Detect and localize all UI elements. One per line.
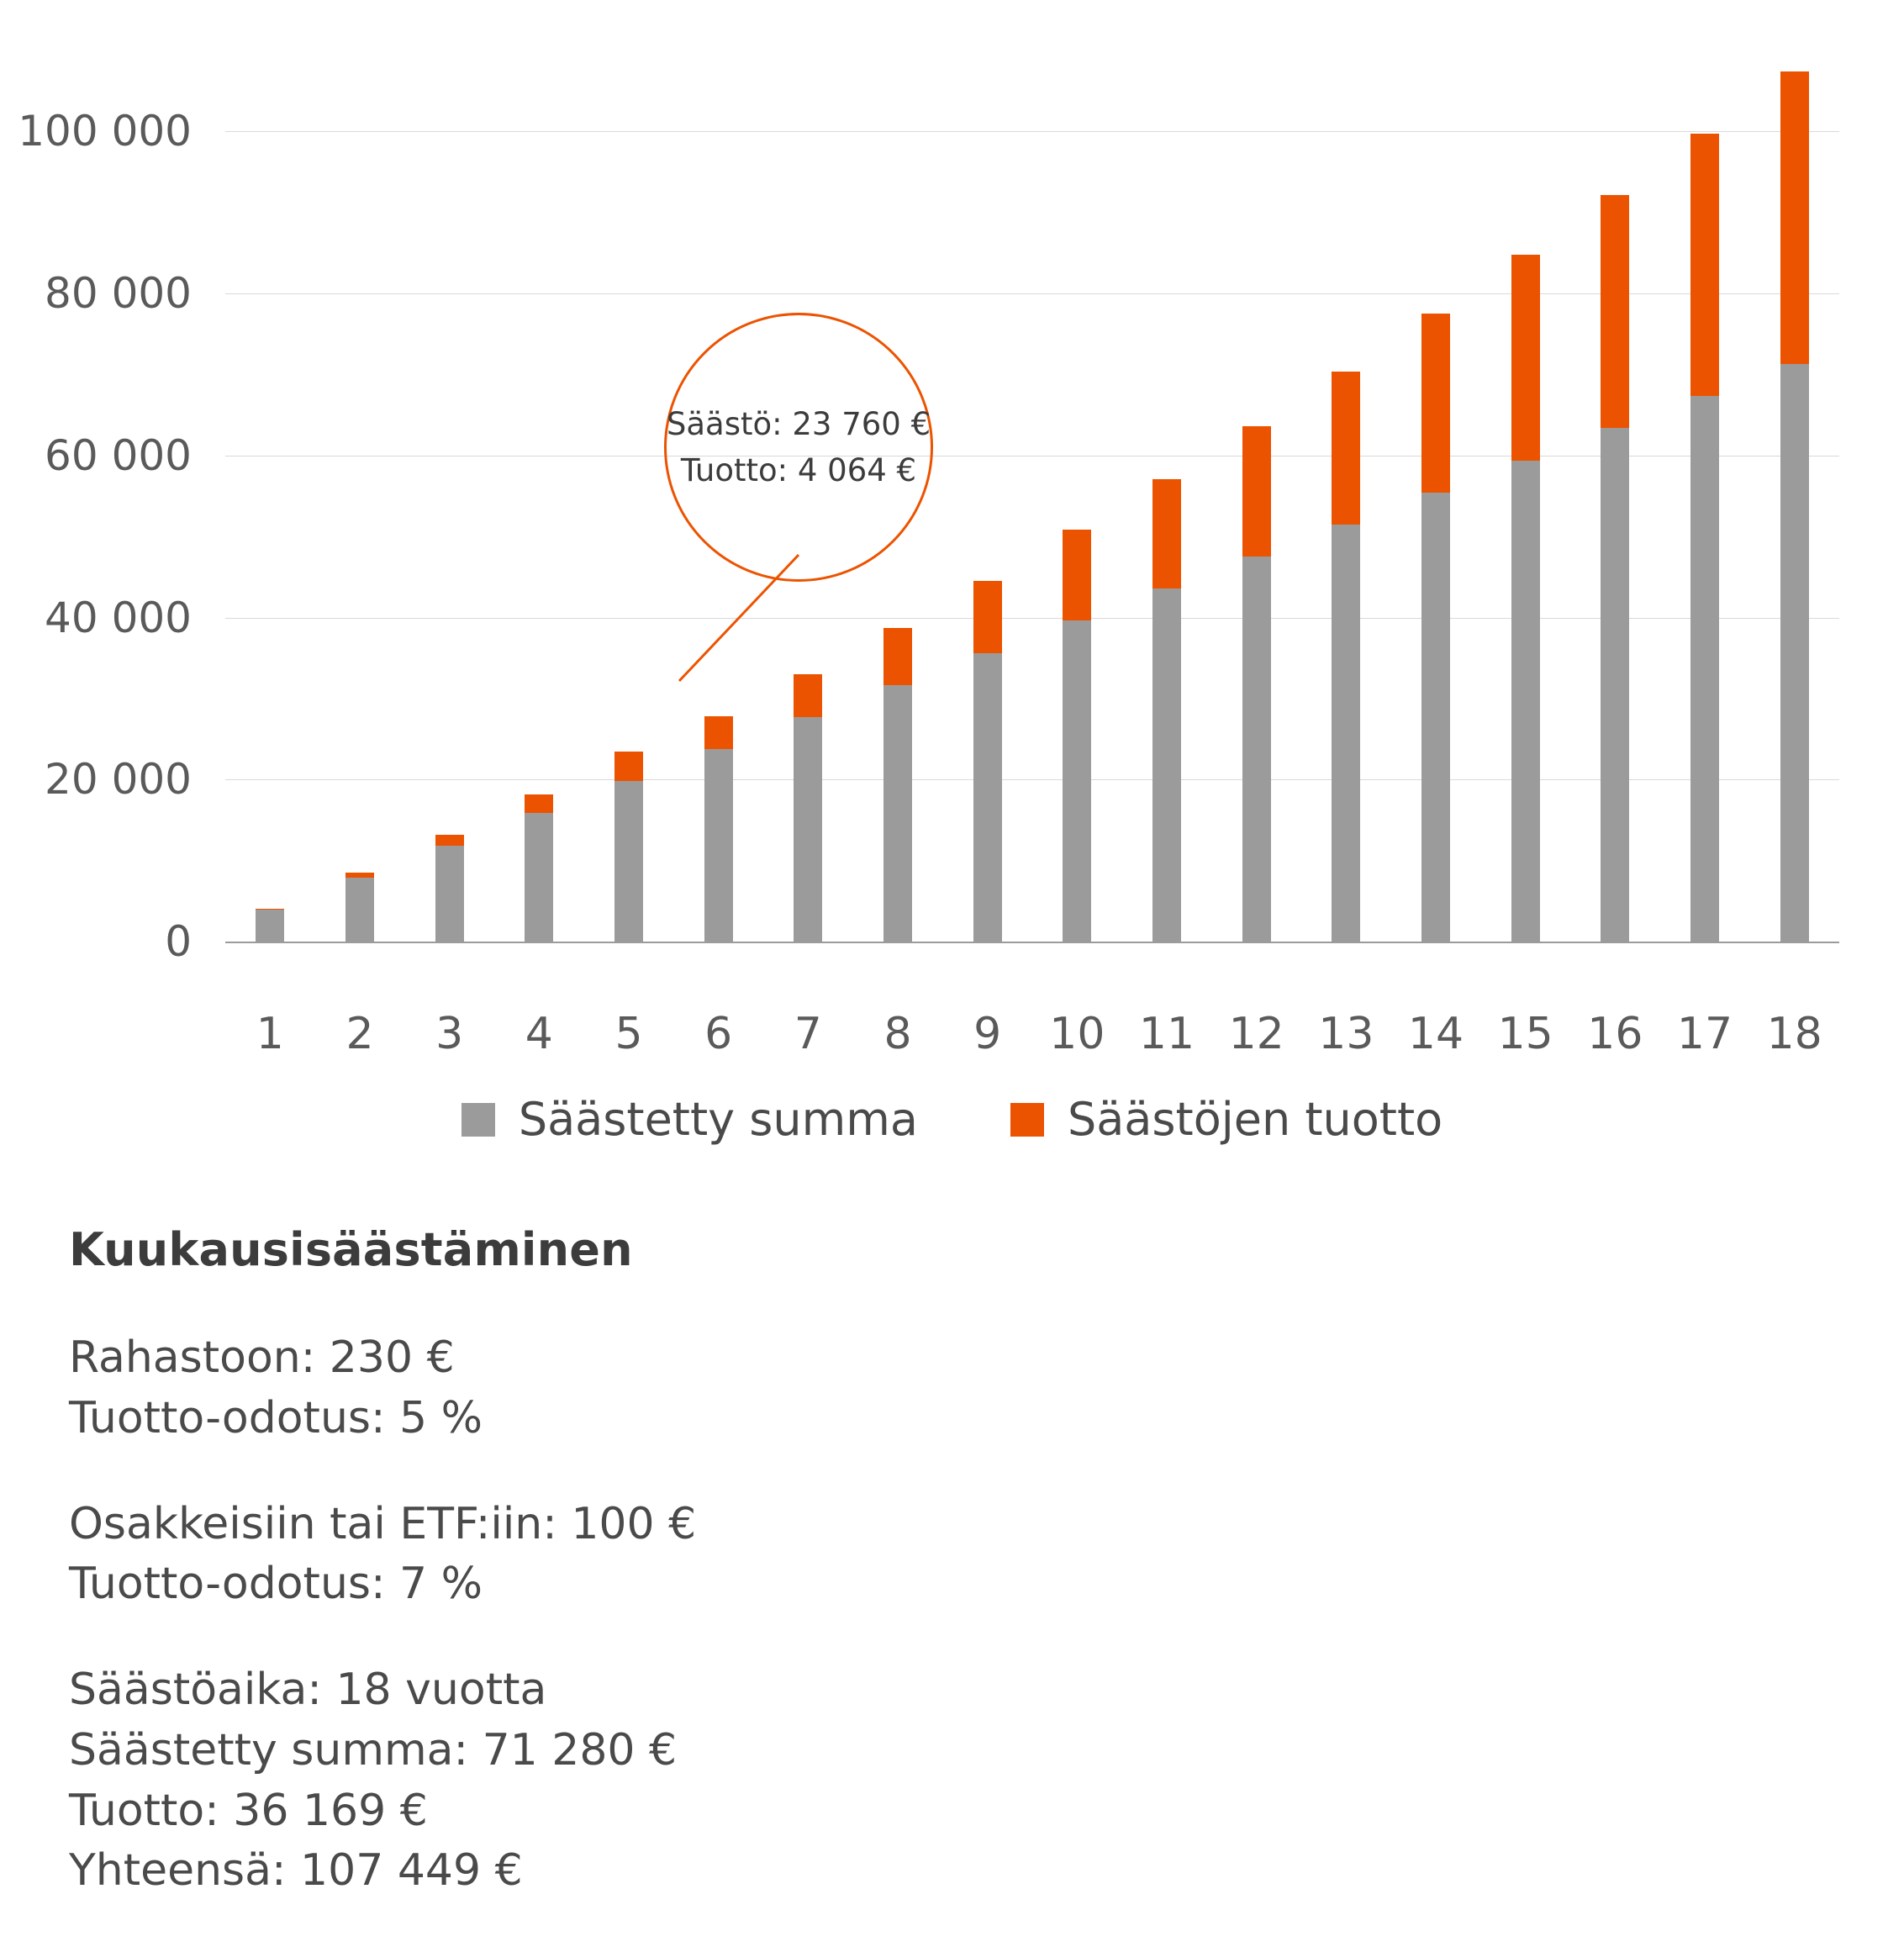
- x-axis-tick-label: 2: [345, 1009, 374, 1059]
- y-axis-tick-label: 0: [165, 917, 192, 966]
- chart-legend: [0, 1093, 1904, 1146]
- x-axis-tick-label: 6: [704, 1009, 733, 1059]
- summary-saving-period: Säästöaika: 18 vuotta: [69, 1665, 547, 1715]
- bar-segment-return: [883, 628, 912, 684]
- bar-group: [1601, 195, 1629, 942]
- x-axis-tick-label: 16: [1587, 1009, 1643, 1059]
- bar-segment-saved: [1780, 364, 1809, 942]
- legend-label-saved: Säästetty summa: [518, 1093, 918, 1146]
- bar-segment-saved: [794, 717, 822, 942]
- summary-total-return: Tuotto: 36 169 €: [69, 1785, 428, 1836]
- bar-segment-saved: [1332, 525, 1360, 942]
- bar-segment-return: [1242, 426, 1271, 557]
- x-axis-tick-label: 8: [883, 1009, 912, 1059]
- bar-group: [1332, 372, 1360, 942]
- callout-return-line: Tuotto: 4 064 €: [680, 452, 917, 488]
- bar-segment-saved: [1690, 396, 1719, 942]
- summary-group-equity: [69, 1495, 1246, 1616]
- summary-total-saved: Säästetty summa: 71 280 €: [69, 1724, 678, 1776]
- bar-group: [1421, 314, 1450, 942]
- bar-segment-saved: [1063, 620, 1091, 942]
- bar-group: [973, 581, 1002, 942]
- bar-series-container: [225, 50, 1839, 942]
- bar-group: [1242, 426, 1271, 942]
- bar-segment-saved: [345, 878, 374, 942]
- x-axis-tick-label: 18: [1766, 1009, 1822, 1059]
- summary-panel: [69, 1223, 1246, 1947]
- bar-segment-saved: [1511, 461, 1540, 942]
- x-axis-tick-label: 17: [1676, 1009, 1733, 1059]
- bar-segment-saved: [435, 846, 464, 942]
- summary-equity-amount: Osakkeisiin tai ETF:iin: 100 €: [69, 1498, 697, 1549]
- summary-heading: Kuukausisäästäminen: [69, 1223, 633, 1276]
- bar-segment-return: [525, 794, 553, 813]
- x-axis-tick-label: 10: [1049, 1009, 1105, 1059]
- bar-group: [435, 835, 464, 942]
- bar-group: [1063, 530, 1091, 942]
- bar-segment-return: [1601, 195, 1629, 429]
- x-axis-tick-label: 15: [1497, 1009, 1553, 1059]
- chart-plot-area: [18, 50, 1839, 1059]
- x-axis-tick-label: 7: [794, 1009, 822, 1059]
- bar-segment-saved: [1242, 557, 1271, 942]
- summary-equity-expected-return: Tuotto-odotus: 7 %: [69, 1559, 483, 1610]
- bar-group: [1780, 71, 1809, 942]
- bar-segment-saved: [883, 685, 912, 942]
- legend-label-return: Säästöjen tuotto: [1067, 1093, 1443, 1146]
- x-axis-tick-label: 5: [614, 1009, 643, 1059]
- bar-segment-saved: [256, 910, 284, 942]
- bar-segment-saved: [973, 653, 1002, 942]
- x-axis-tick-label: 4: [525, 1009, 553, 1059]
- summary-fund-expected-return: Tuotto-odotus: 5 %: [69, 1392, 483, 1443]
- x-axis-tick-label: 11: [1138, 1009, 1195, 1059]
- y-axis-tick-label: 40 000: [45, 593, 192, 642]
- x-axis-tick-label: 1: [256, 1009, 284, 1059]
- legend-item-return: [1010, 1093, 1443, 1146]
- y-axis-tick-label: 60 000: [45, 430, 192, 480]
- bar-segment-saved: [614, 781, 643, 942]
- bar-segment-return: [1152, 479, 1181, 588]
- bar-segment-return: [1780, 71, 1809, 365]
- bar-group: [1152, 479, 1181, 942]
- bar-segment-return: [704, 716, 733, 749]
- legend-swatch-return-icon: [1010, 1103, 1044, 1137]
- bar-group: [1511, 255, 1540, 942]
- bar-segment-saved: [704, 749, 733, 942]
- x-axis-tick-label: 9: [973, 1009, 1002, 1059]
- bar-segment-return: [435, 835, 464, 845]
- bar-segment-saved: [1421, 493, 1450, 942]
- bar-group: [525, 794, 553, 942]
- bar-group: [256, 909, 284, 942]
- bar-segment-return: [1690, 134, 1719, 396]
- bar-segment-return: [1421, 314, 1450, 493]
- bar-group: [883, 628, 912, 942]
- bar-group: [345, 873, 374, 942]
- legend-swatch-saved-icon: [461, 1103, 495, 1137]
- y-axis-tick-label: 20 000: [45, 755, 192, 805]
- bar-segment-return: [614, 752, 643, 781]
- x-axis-tick-label: 3: [435, 1009, 464, 1059]
- bar-group: [794, 674, 822, 942]
- x-axis-line: [225, 942, 1839, 943]
- bar-group: [704, 716, 733, 942]
- summary-fund-amount: Rahastoon: 230 €: [69, 1332, 455, 1383]
- bar-group: [614, 752, 643, 942]
- summary-grand-total: Yhteensä: 107 449 €: [69, 1845, 523, 1897]
- y-axis-tick-label: 100 000: [18, 107, 192, 156]
- bar-segment-return: [1511, 255, 1540, 461]
- bar-segment-return: [1332, 372, 1360, 525]
- bar-segment-saved: [525, 813, 553, 942]
- bar-segment-saved: [1601, 428, 1629, 942]
- summary-group-totals: [69, 1660, 1246, 1902]
- x-axis-tick-label: 12: [1228, 1009, 1284, 1059]
- y-axis-tick-label: 80 000: [45, 269, 192, 319]
- bar-segment-return: [794, 674, 822, 717]
- bar-segment-return: [973, 581, 1002, 653]
- callout-saved-line: Säästö: 23 760 €: [666, 405, 931, 442]
- data-callout-bubble: [664, 313, 933, 582]
- bar-segment-saved: [1152, 588, 1181, 942]
- bar-group: [1690, 134, 1719, 942]
- summary-group-fund: [69, 1328, 1246, 1449]
- x-axis-tick-label: 14: [1407, 1009, 1464, 1059]
- x-axis-tick-label: 13: [1318, 1009, 1374, 1059]
- legend-item-saved: [461, 1093, 918, 1146]
- bar-segment-return: [1063, 530, 1091, 620]
